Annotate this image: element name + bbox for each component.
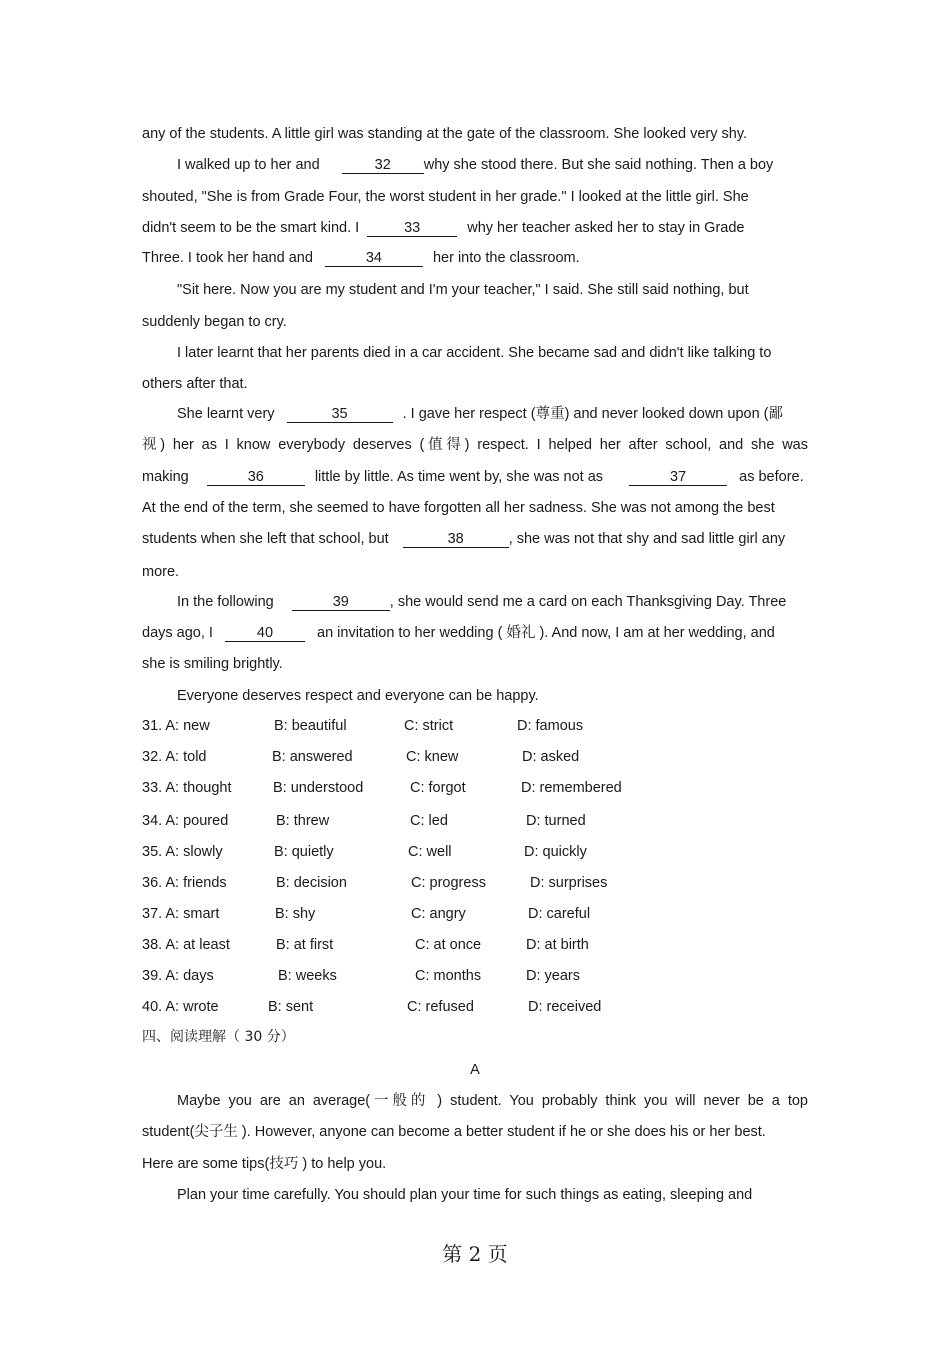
option-a[interactable]: 39. A: days [142, 968, 214, 984]
blank-37[interactable]: 37 [629, 469, 727, 486]
option-c[interactable]: C: led [410, 813, 448, 829]
passage-line: Everyone deserves respect and everyone can be happy. [177, 688, 539, 704]
passage-line: Three. I took her hand and 34 her into the classroom. [142, 250, 580, 266]
option-b[interactable]: B: decision [276, 875, 347, 891]
passage-line: any of the students. A little girl was standing at the gate of the classroom. She looked very shy. [142, 126, 748, 142]
option-d[interactable]: D: famous [517, 718, 584, 734]
option-c[interactable]: C: angry [411, 906, 466, 922]
passage-line: 视) her as I know everybody deserves (值得) respect. I helped her after school, and she was [142, 437, 808, 453]
option-d[interactable]: D: surprises [530, 875, 608, 891]
passage-letter: A [470, 1062, 480, 1078]
blank-32[interactable]: 32 [342, 157, 424, 174]
option-d[interactable]: D: careful [528, 906, 591, 922]
option-c[interactable]: C: progress [411, 875, 486, 891]
option-a[interactable]: 37. A: smart [142, 906, 220, 922]
passage-line: I walked up to her and 32 why she stood there. But she said nothing. Then a boy [177, 157, 774, 173]
passage-line: students when she left that school, but 38 , she was not that shy and sad little girl any [142, 531, 786, 547]
blank-40[interactable]: 40 [225, 625, 305, 642]
option-b[interactable]: B: answered [272, 749, 353, 765]
option-d[interactable]: D: turned [526, 813, 586, 829]
option-c[interactable]: C: forgot [410, 780, 466, 796]
passage-line: In the following 39 , she would send me a card on each Thanksgiving Day. Three [177, 594, 787, 610]
option-c[interactable]: C: strict [404, 718, 454, 734]
option-b[interactable]: B: understood [273, 780, 364, 796]
passage-line: others after that. [142, 376, 248, 392]
option-a[interactable]: 31. A: new [142, 718, 210, 734]
passage-line: didn't seem to be the smart kind. I 33 why her teacher asked her to stay in Grade [142, 220, 745, 236]
option-c[interactable]: C: months [415, 968, 482, 984]
option-b[interactable]: B: shy [275, 906, 316, 922]
page-number: 第 2 页 [442, 1242, 508, 1266]
passage-line: She learnt very 35 . I gave her respect (尊重) and never looked down upon (鄙 [177, 406, 784, 422]
option-c[interactable]: C: knew [406, 749, 459, 765]
section-heading: 四、阅读理解（ 30 分） [142, 1029, 295, 1045]
blank-35[interactable]: 35 [287, 406, 393, 423]
option-a[interactable]: 33. A: thought [142, 780, 232, 796]
option-d[interactable]: D: at birth [526, 937, 589, 953]
option-d[interactable]: D: remembered [521, 780, 622, 796]
passage-line: she is smiling brightly. [142, 656, 283, 672]
option-b[interactable]: B: sent [268, 999, 314, 1015]
blank-36[interactable]: 36 [207, 469, 305, 486]
option-d[interactable]: D: quickly [524, 844, 587, 860]
passage-line: shouted, "She is from Grade Four, the worst student in her grade." I looked at the little girl. She [142, 189, 749, 205]
option-c[interactable]: C: at once [415, 937, 482, 953]
option-c[interactable]: C: refused [407, 999, 474, 1015]
option-b[interactable]: B: beautiful [274, 718, 347, 734]
passage-line: days ago, I 40 an invitation to her wedding ( 婚礼 ). And now, I am at her wedding, and [142, 625, 775, 641]
option-b[interactable]: B: threw [276, 813, 330, 829]
option-a[interactable]: 34. A: poured [142, 813, 229, 829]
option-a[interactable]: 32. A: told [142, 749, 207, 765]
option-a[interactable]: 40. A: wrote [142, 999, 219, 1015]
passage-line: more. [142, 564, 180, 580]
option-c[interactable]: C: well [408, 844, 452, 860]
option-b[interactable]: B: weeks [278, 968, 337, 984]
blank-34[interactable]: 34 [325, 250, 423, 267]
passage-line: suddenly began to cry. [142, 314, 287, 330]
option-a[interactable]: 38. A: at least [142, 937, 230, 953]
passage-line: Here are some tips(技巧 ) to help you. [142, 1156, 387, 1172]
passage-line: student(尖子生 ). However, anyone can become a better student if he or she does his or her best. [142, 1124, 766, 1140]
passage-line: Plan your time carefully. You should plan your time for such things as eating, sleeping and [177, 1187, 753, 1203]
blank-39[interactable]: 39 [292, 594, 390, 611]
blank-33[interactable]: 33 [367, 220, 457, 237]
option-d[interactable]: D: years [526, 968, 580, 984]
blank-38[interactable]: 38 [403, 531, 509, 548]
passage-line: making 36 little by little. As time went by, she was not as 37 as before. [142, 469, 804, 485]
option-d[interactable]: D: asked [522, 749, 580, 765]
option-b[interactable]: B: at first [276, 937, 334, 953]
passage-line: "Sit here. Now you are my student and I'm your teacher," I said. She still said nothing, but [177, 282, 749, 298]
option-d[interactable]: D: received [528, 999, 602, 1015]
passage-line: Maybe you are an average(一般的 ) student. You probably think you will never be a top [177, 1093, 808, 1109]
option-a[interactable]: 35. A: slowly [142, 844, 223, 860]
passage-line: At the end of the term, she seemed to have forgotten all her sadness. She was not among the best [142, 500, 775, 516]
option-a[interactable]: 36. A: friends [142, 875, 227, 891]
passage-line: I later learnt that her parents died in a car accident. She became sad and didn't like talking to [177, 345, 772, 361]
option-b[interactable]: B: quietly [274, 844, 334, 860]
